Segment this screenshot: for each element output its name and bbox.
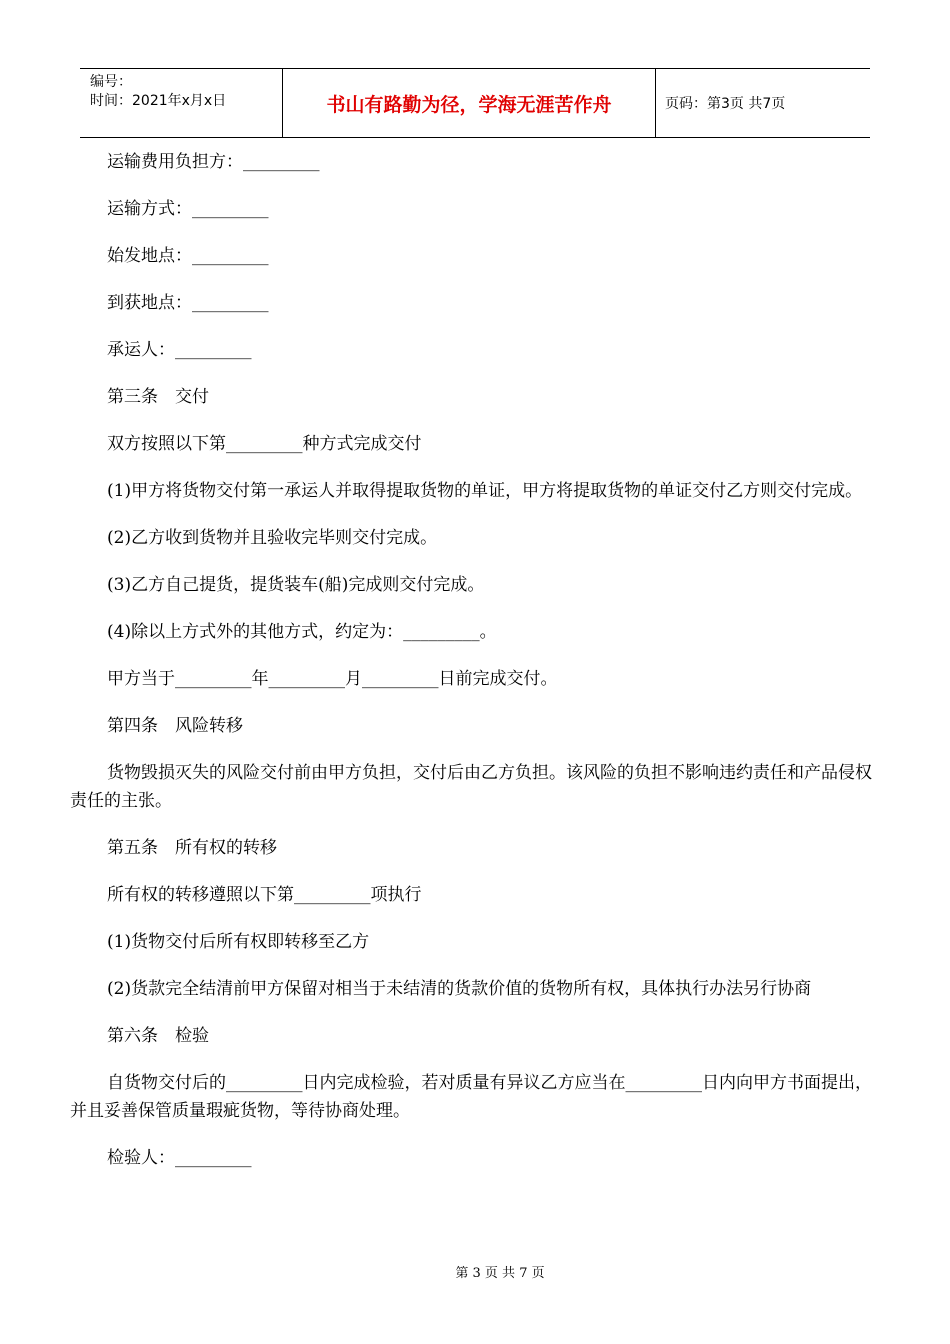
paragraph: 甲方当于_________年_________月_________日前完成交付。 xyxy=(107,669,558,689)
section-heading: 第四条 风险转移 xyxy=(107,716,243,736)
paragraph: 自货物交付后的_________日内完成检验，若对质量有异议乙方应当在_________日内向甲方书面提出，并且妥善保管质量瑕疵货物，等待协商处理。 xyxy=(70,1073,872,1121)
section-heading: 第五条 所有权的转移 xyxy=(107,838,277,858)
header-page-info: 页码：第3页 共7页 xyxy=(665,96,786,112)
section-heading: 第六条 检验 xyxy=(107,1026,209,1046)
paragraph: (2)乙方收到货物并且验收完毕则交付完成。 xyxy=(107,528,438,548)
paragraph: 双方按照以下第_________种方式完成交付 xyxy=(107,434,422,454)
paragraph: 货物毁损灭失的风险交付前由甲方负担，交付后由乙方负担。该风险的负担不影响违约责任和产品侵权责任的主张。 xyxy=(70,763,872,811)
paragraph: 运输方式：_________ xyxy=(107,199,269,219)
footer-page-number: 第 3 页 共 7 页 xyxy=(455,1266,545,1281)
document-number-label: 编号： xyxy=(90,74,132,90)
paragraph: 检验人：_________ xyxy=(107,1148,252,1168)
document-body xyxy=(70,148,882,1191)
paragraph: (2)货款完全结清前甲方保留对相当于未结清的货款价值的货物所有权，具体执行办法另行协商 xyxy=(107,979,812,999)
paragraph: (4)除以上方式外的其他方式，约定为：_________。 xyxy=(107,622,497,642)
paragraph: 所有权的转移遵照以下第_________项执行 xyxy=(107,885,422,905)
paragraph: 始发地点：_________ xyxy=(107,246,269,266)
paragraph: 到获地点：_________ xyxy=(107,293,269,313)
page-header xyxy=(80,68,870,138)
paragraph: 承运人：_________ xyxy=(107,340,252,360)
paragraph: (1)货物交付后所有权即转移至乙方 xyxy=(107,932,370,952)
paragraph: (3)乙方自己提货，提货装车(船)完成则交付完成。 xyxy=(107,575,485,595)
document-time: 时间：2021年x月x日 xyxy=(90,93,227,109)
header-motto: 书山有路勤为径，学海无涯苦作舟 xyxy=(282,69,656,137)
paragraph: 运输费用负担方：_________ xyxy=(107,152,320,172)
header-meta xyxy=(80,69,282,137)
section-heading: 第三条 交付 xyxy=(107,387,209,407)
page-footer xyxy=(0,1262,950,1281)
paragraph: (1)甲方将货物交付第一承运人并取得提取货物的单证，甲方将提取货物的单证交付乙方则交付完成。 xyxy=(107,481,863,501)
